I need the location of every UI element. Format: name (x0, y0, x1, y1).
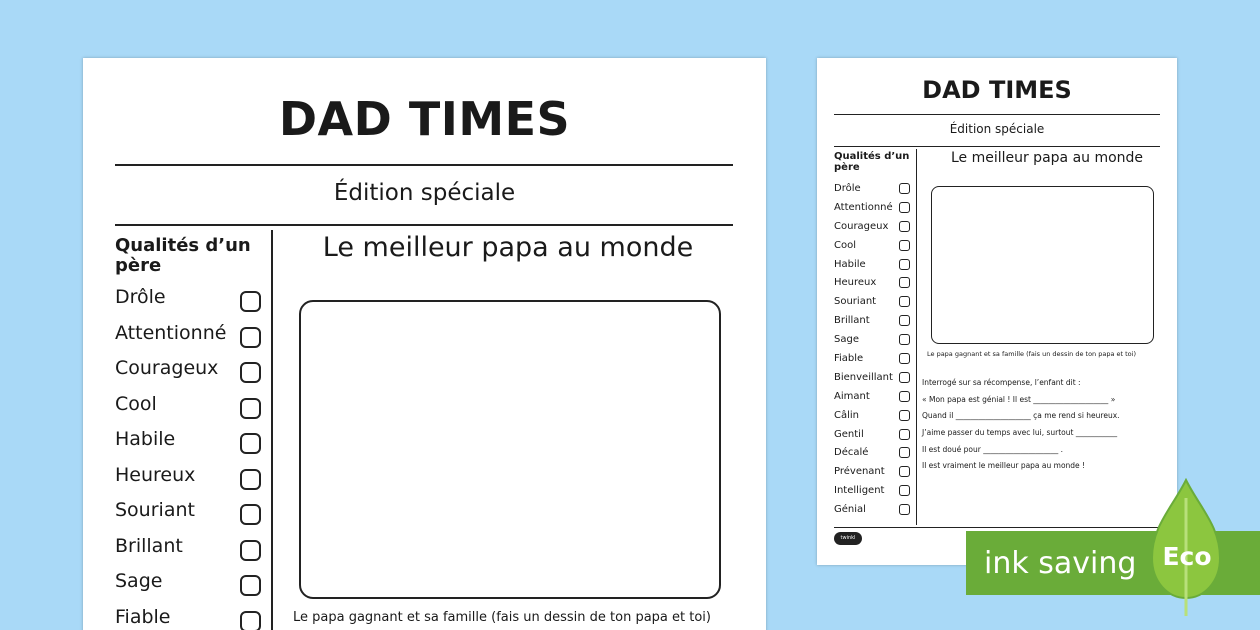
quality-item (834, 311, 910, 330)
ink-saving-label: ink saving (984, 545, 1137, 581)
quality-item (834, 425, 910, 444)
quality-label: Cool (115, 392, 157, 415)
interview-line[interactable]: « Mon papa est génial ! Il est ____________________ » (922, 394, 1116, 404)
quality-item (834, 255, 910, 274)
headline: Le meilleur papa au monde (322, 232, 694, 263)
quality-label: Habile (834, 258, 866, 270)
quality-label: Câlin (834, 409, 860, 421)
quality-label: Brillant (115, 534, 183, 557)
quality-label: Cool (834, 239, 856, 251)
interview-line[interactable]: Il est doué pour ____________________ . (922, 444, 1063, 454)
quality-label: Souriant (115, 499, 195, 521)
worksheet-title: DAD TIMES (278, 92, 571, 146)
quality-checkbox[interactable] (899, 277, 910, 288)
quality-item (834, 330, 910, 349)
quality-label: Aimant (834, 390, 870, 402)
eco-label: Eco (1162, 542, 1212, 571)
qualities-list (834, 179, 910, 519)
quality-checkbox[interactable] (899, 466, 910, 477)
quality-item (834, 217, 910, 236)
interview-line[interactable]: Quand il ____________________ ça me rend si heureux. (922, 411, 1120, 421)
quality-item (115, 499, 261, 535)
quality-label: Intelligent (834, 485, 885, 497)
quality-label: Génial (834, 504, 866, 516)
quality-label: Sage (834, 334, 859, 346)
quality-item (115, 535, 261, 571)
quality-checkbox[interactable] (899, 296, 910, 307)
quality-checkbox[interactable] (899, 334, 910, 345)
quality-checkbox[interactable] (899, 504, 910, 515)
quality-item (834, 462, 910, 481)
quality-checkbox[interactable] (240, 291, 261, 312)
quality-item (834, 292, 910, 311)
quality-item (834, 236, 910, 255)
quality-label: Bienveillant (834, 371, 893, 383)
divider (115, 224, 733, 226)
quality-checkbox[interactable] (899, 353, 910, 364)
quality-label: Attentionné (115, 321, 227, 344)
divider (834, 114, 1160, 115)
quality-item (834, 273, 910, 292)
quality-label: Habile (115, 428, 176, 450)
quality-label: Prévenant (834, 466, 885, 478)
quality-checkbox[interactable] (899, 372, 910, 383)
quality-label: Attentionné (834, 201, 893, 213)
column-divider (916, 149, 917, 525)
quality-checkbox[interactable] (899, 429, 910, 440)
quality-item (115, 606, 261, 630)
quality-checkbox[interactable] (240, 575, 261, 596)
quality-item (834, 500, 910, 519)
quality-checkbox[interactable] (240, 398, 261, 419)
quality-item (115, 357, 261, 393)
quality-label: Gentil (834, 428, 864, 440)
quality-label: Sage (115, 570, 163, 592)
quality-checkbox[interactable] (240, 433, 261, 454)
quality-checkbox[interactable] (899, 240, 910, 251)
drawing-frame[interactable] (299, 300, 721, 599)
quality-item (115, 322, 261, 358)
drawing-frame[interactable] (931, 186, 1154, 344)
quality-label: Brillant (834, 315, 870, 327)
quality-checkbox[interactable] (899, 391, 910, 402)
quality-label: Souriant (834, 296, 877, 308)
interview-line: Interrogé sur sa récompense, l’enfant dit : (922, 378, 1081, 387)
qualities-heading: Qualités d’un père (834, 151, 910, 173)
quality-checkbox[interactable] (240, 540, 261, 561)
quality-label: Courageux (115, 357, 219, 379)
quality-checkbox[interactable] (240, 327, 261, 348)
worksheet-small (817, 58, 1177, 565)
quality-label: Heureux (115, 463, 196, 486)
worksheet-large (83, 58, 766, 630)
quality-label: Fiable (834, 352, 864, 364)
column-divider (271, 230, 273, 630)
quality-item (115, 570, 261, 606)
drawing-caption: Le papa gagnant et sa famille (fais un dessin de ton papa et toi) (293, 610, 711, 625)
qualities-heading: Qualités d’un père (115, 235, 251, 276)
quality-checkbox[interactable] (899, 183, 910, 194)
quality-checkbox[interactable] (240, 362, 261, 383)
quality-item (115, 464, 261, 500)
drawing-caption: Le papa gagnant et sa famille (fais un dessin de ton papa et toi) (927, 350, 1136, 358)
quality-checkbox[interactable] (240, 611, 261, 630)
quality-checkbox[interactable] (899, 315, 910, 326)
quality-label: Drôle (115, 286, 166, 308)
quality-label: Heureux (834, 277, 877, 289)
quality-checkbox[interactable] (899, 410, 910, 421)
quality-item (834, 406, 910, 425)
quality-checkbox[interactable] (899, 202, 910, 213)
quality-item (834, 481, 910, 500)
quality-checkbox[interactable] (240, 469, 261, 490)
quality-item (115, 286, 261, 322)
quality-item (834, 179, 910, 198)
quality-checkbox[interactable] (899, 485, 910, 496)
interview-text (922, 378, 1168, 478)
qualities-list (115, 286, 261, 630)
quality-item (834, 349, 910, 368)
quality-item (834, 368, 910, 387)
edition-label: Édition spéciale (949, 122, 1045, 136)
interview-line[interactable]: J’aime passer du temps avec lui, surtout ___________ (922, 428, 1118, 438)
edition-label: Édition spéciale (333, 180, 516, 206)
divider (834, 527, 1160, 528)
quality-label: Drôle (834, 182, 861, 194)
quality-item (834, 387, 910, 406)
quality-checkbox[interactable] (240, 504, 261, 525)
quality-item (834, 443, 910, 462)
quality-item (115, 428, 261, 464)
twinkl-logo: twinkl (834, 532, 862, 545)
quality-label: Fiable (115, 605, 171, 628)
headline: Le meilleur papa au monde (950, 150, 1144, 166)
quality-checkbox[interactable] (899, 259, 910, 270)
divider (834, 146, 1160, 147)
quality-label: Décalé (834, 447, 869, 459)
worksheet-title: DAD TIMES (922, 76, 1072, 104)
interview-line: Il est vraiment le meilleur papa au monde ! (922, 461, 1086, 471)
divider (115, 164, 733, 166)
quality-item (115, 393, 261, 429)
quality-label: Courageux (834, 220, 889, 232)
quality-item (834, 198, 910, 217)
quality-checkbox[interactable] (899, 447, 910, 458)
quality-checkbox[interactable] (899, 221, 910, 232)
